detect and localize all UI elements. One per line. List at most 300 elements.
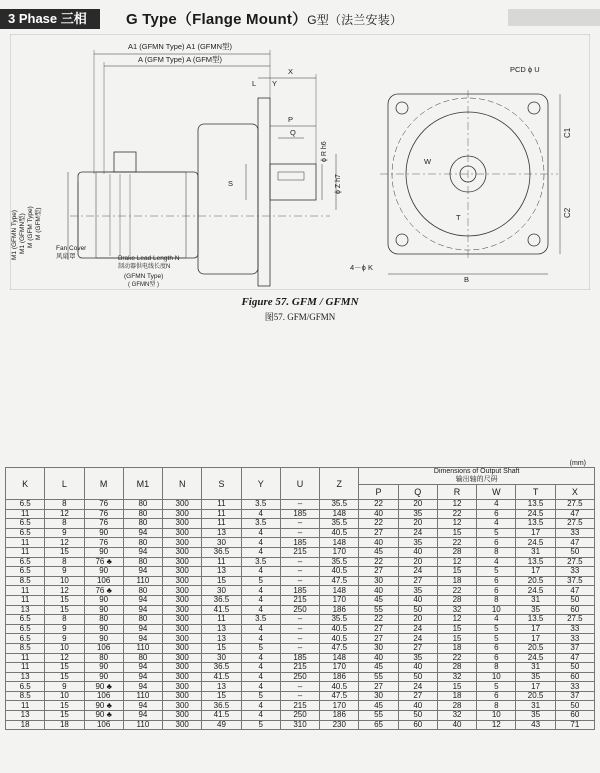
table-cell: 35.5: [320, 615, 359, 625]
title-main: G Type（Flange Mount）: [126, 11, 308, 28]
table-cell: 250: [280, 605, 319, 615]
table-cell: 28: [437, 701, 476, 711]
table-cell: 185: [280, 509, 319, 519]
dim-q-label: Q: [290, 128, 296, 137]
table-cell: 10: [45, 576, 84, 586]
table-cell: 35: [398, 509, 437, 519]
table-cell: 215: [280, 663, 319, 673]
col-m: M: [84, 468, 123, 500]
dim-p-label: P: [288, 115, 294, 124]
dim-s-label: S: [228, 179, 234, 188]
table-row: [6, 701, 595, 711]
table-cell: 35.5: [320, 500, 359, 510]
table-cell: 94: [123, 567, 162, 577]
col-u: U: [280, 468, 319, 500]
table-cell: 186: [320, 672, 359, 682]
table-cell: 24.5: [516, 509, 555, 519]
table-cell: 94: [123, 634, 162, 644]
table-cell: 15: [202, 576, 241, 586]
table-cell: 148: [320, 509, 359, 519]
table-cell: 11: [202, 500, 241, 510]
table-cell: 40.5: [320, 528, 359, 538]
table-cell: 10: [45, 643, 84, 653]
dim-c1-label: C1: [563, 127, 572, 138]
table-cell: 11: [202, 615, 241, 625]
col-t: T: [516, 485, 555, 500]
dim-m1cn-label: M1 (GFMN型): [19, 213, 26, 254]
table-cell: 11: [6, 586, 45, 596]
table-cell: 27: [359, 624, 398, 634]
dim-z-label: ϕ Z h7: [335, 174, 342, 194]
table-cell: 300: [163, 605, 202, 615]
table-cell: 170: [320, 701, 359, 711]
table-cell: 12: [45, 538, 84, 548]
table-cell: –: [280, 643, 319, 653]
table-cell: 110: [123, 576, 162, 586]
table-cell: 90: [84, 567, 123, 577]
table-cell: 8: [477, 595, 516, 605]
table-row: [6, 615, 595, 625]
table-row: [6, 682, 595, 692]
table-cell: 4: [241, 586, 280, 596]
table-cell: 80: [123, 519, 162, 529]
table-cell: 80: [123, 500, 162, 510]
table-cell: 50: [555, 701, 594, 711]
table-cell: 36.5: [202, 595, 241, 605]
table-cell: 300: [163, 595, 202, 605]
table-cell: 47: [555, 538, 594, 548]
brake-lead-cn-label: 制动器供电线长度N: [118, 264, 171, 270]
col-w: W: [477, 485, 516, 500]
table-row: [6, 500, 595, 510]
table-cell: 41.5: [202, 711, 241, 721]
pcd-label: PCD ϕ U: [510, 65, 540, 74]
table-cell: 94: [123, 701, 162, 711]
table-cell: 37.5: [555, 576, 594, 586]
table-cell: 3.5: [241, 557, 280, 567]
table-cell: 94: [123, 624, 162, 634]
table-cell: 90: [84, 634, 123, 644]
table-cell: 6.5: [6, 682, 45, 692]
bolt-hole-tl: [396, 102, 408, 114]
table-cell: 31: [516, 663, 555, 673]
table-cell: 4: [241, 663, 280, 673]
dim-m-label: M (GFM Type): [27, 206, 34, 248]
table-cell: 9: [45, 624, 84, 634]
table-cell: 76: [84, 538, 123, 548]
table-cell: –: [280, 528, 319, 538]
table-cell: 300: [163, 643, 202, 653]
table-cell: 6: [477, 538, 516, 548]
table-cell: 5: [477, 634, 516, 644]
table-cell: 9: [45, 634, 84, 644]
table-row: [6, 557, 595, 567]
table-cell: 90: [84, 528, 123, 538]
table-cell: 17: [516, 682, 555, 692]
gear-housing: [198, 124, 258, 274]
dim-mcn-label: M (GFM型): [35, 207, 42, 240]
table-cell: 76: [84, 500, 123, 510]
table-cell: 106: [84, 720, 123, 730]
table-cell: 4: [241, 567, 280, 577]
table-cell: 250: [280, 711, 319, 721]
table-cell: 300: [163, 720, 202, 730]
table-cell: 4: [241, 595, 280, 605]
table-cell: 60: [555, 672, 594, 682]
table-cell: 43: [516, 720, 555, 730]
table-cell: 15: [437, 682, 476, 692]
gfmn-type-cn-label: ( GFMN型 ): [128, 282, 159, 288]
table-cell: 18: [437, 691, 476, 701]
table-cell: 110: [123, 643, 162, 653]
table-cell: 40: [359, 653, 398, 663]
table-cell: 31: [516, 547, 555, 557]
table-cell: 13: [6, 605, 45, 615]
table-cell: –: [280, 691, 319, 701]
col-s: S: [202, 468, 241, 500]
table-cell: 45: [359, 663, 398, 673]
table-cell: 47.5: [320, 691, 359, 701]
table-cell: 33: [555, 528, 594, 538]
table-cell: 80: [123, 615, 162, 625]
table-cell: 24.5: [516, 586, 555, 596]
col-p: P: [359, 485, 398, 500]
table-cell: 32: [437, 605, 476, 615]
table-cell: 20: [398, 615, 437, 625]
table-cell: 11: [6, 509, 45, 519]
table-cell: 47: [555, 653, 594, 663]
table-cell: 90: [84, 663, 123, 673]
table-cell: 27: [359, 528, 398, 538]
table-cell: 6.5: [6, 519, 45, 529]
bolt-hole-tr: [528, 102, 540, 114]
table-cell: 215: [280, 701, 319, 711]
table-cell: 50: [398, 672, 437, 682]
table-cell: 80: [84, 653, 123, 663]
table-cell: –: [280, 567, 319, 577]
table-cell: 4: [241, 701, 280, 711]
table-cell: 6.5: [6, 557, 45, 567]
table-cell: 94: [123, 528, 162, 538]
table-cell: 11: [6, 663, 45, 673]
table-cell: 10: [477, 672, 516, 682]
table-cell: 33: [555, 624, 594, 634]
table-cell: 8: [477, 701, 516, 711]
table-cell: 215: [280, 547, 319, 557]
brake-lead-label: Brake Lead Length N: [118, 255, 180, 262]
table-cell: 50: [555, 547, 594, 557]
table-row: [6, 624, 595, 634]
table-cell: 27.5: [555, 557, 594, 567]
table-cell: 11: [6, 701, 45, 711]
table-cell: 106: [84, 576, 123, 586]
dim-y-label: Y: [272, 79, 278, 88]
table-cell: 76: [84, 519, 123, 529]
table-cell: 310: [280, 720, 319, 730]
table-cell: 8: [477, 663, 516, 673]
fan-cover-cn-label: 风扇罩: [56, 253, 76, 260]
table-cell: 30: [202, 586, 241, 596]
table-cell: 4: [241, 605, 280, 615]
table-cell: 55: [359, 711, 398, 721]
table-cell: 80: [123, 653, 162, 663]
table-cell: 30: [359, 576, 398, 586]
table-cell: 300: [163, 663, 202, 673]
table-cell: 4: [241, 653, 280, 663]
table-cell: 170: [320, 595, 359, 605]
table-cell: 4: [241, 682, 280, 692]
table-cell: 148: [320, 586, 359, 596]
table-cell: 94: [123, 663, 162, 673]
table-cell: 300: [163, 682, 202, 692]
table-cell: 13: [202, 682, 241, 692]
table-cell: 50: [398, 711, 437, 721]
table-cell: 60: [555, 711, 594, 721]
table-row: [6, 720, 595, 730]
table-cell: 33: [555, 634, 594, 644]
table-cell: 45: [359, 595, 398, 605]
table-cell: 4: [477, 557, 516, 567]
table-cell: 13.5: [516, 615, 555, 625]
table-cell: 13: [202, 634, 241, 644]
table-cell: 40: [398, 663, 437, 673]
table-cell: 12: [477, 720, 516, 730]
table-cell: 170: [320, 547, 359, 557]
table-cell: 40: [359, 538, 398, 548]
table-cell: 36.5: [202, 547, 241, 557]
table-cell: 22: [437, 586, 476, 596]
table-row: [6, 672, 595, 682]
table-cell: 94: [123, 605, 162, 615]
table-cell: 10: [45, 691, 84, 701]
table-cell: –: [280, 500, 319, 510]
table-cell: 27: [398, 643, 437, 653]
table-cell: 40: [359, 586, 398, 596]
table-cell: 94: [123, 595, 162, 605]
table-cell: 27.5: [555, 519, 594, 529]
unit-label: (mm): [569, 460, 586, 467]
table-cell: 27: [398, 576, 437, 586]
table-cell: 90: [84, 595, 123, 605]
table-cell: 27: [359, 682, 398, 692]
table-cell: 4: [241, 538, 280, 548]
table-cell: 24.5: [516, 653, 555, 663]
table-cell: 170: [320, 663, 359, 673]
table-cell: 300: [163, 557, 202, 567]
table-cell: 4: [477, 500, 516, 510]
table-cell: 18: [437, 576, 476, 586]
table-cell: 8.5: [6, 691, 45, 701]
table-cell: 80: [84, 615, 123, 625]
table-cell: 28: [437, 663, 476, 673]
col-r: R: [437, 485, 476, 500]
table-cell: 300: [163, 576, 202, 586]
table-cell: 27.5: [555, 615, 594, 625]
table-row: [6, 519, 595, 529]
table-cell: 13: [202, 624, 241, 634]
col-q: Q: [398, 485, 437, 500]
table-cell: 35.5: [320, 519, 359, 529]
table-cell: 80: [123, 557, 162, 567]
dim-l-label: L: [252, 79, 257, 88]
title-sub: G型（法兰安装）: [307, 13, 403, 27]
terminal-box: [114, 152, 136, 172]
table-row: [6, 586, 595, 596]
table-cell: –: [280, 634, 319, 644]
dim-k-label: 4－ϕ K: [350, 263, 373, 272]
table-cell: 15: [437, 624, 476, 634]
table-cell: 30: [202, 653, 241, 663]
table-cell: 35: [516, 605, 555, 615]
table-cell: 35: [516, 672, 555, 682]
table-cell: –: [280, 557, 319, 567]
table-cell: 13: [202, 528, 241, 538]
table-cell: 90: [84, 624, 123, 634]
table-cell: 15: [45, 605, 84, 615]
table-cell: 106: [84, 691, 123, 701]
table-cell: 18: [45, 720, 84, 730]
table-cell: 35: [398, 538, 437, 548]
table-cell: 13.5: [516, 557, 555, 567]
table-cell: 50: [555, 663, 594, 673]
table-cell: 185: [280, 653, 319, 663]
table-cell: 94: [123, 672, 162, 682]
table-cell: 80: [123, 586, 162, 596]
table-cell: 10: [477, 605, 516, 615]
table-cell: 17: [516, 634, 555, 644]
table-cell: 230: [320, 720, 359, 730]
table-cell: 215: [280, 595, 319, 605]
table-cell: 300: [163, 547, 202, 557]
table-cell: 18: [437, 643, 476, 653]
table-cell: 6: [477, 643, 516, 653]
table-cell: 40: [398, 547, 437, 557]
table-cell: 13.5: [516, 519, 555, 529]
table-cell: 4: [241, 509, 280, 519]
table-cell: 40: [398, 701, 437, 711]
table-cell: 148: [320, 538, 359, 548]
table-row: [6, 595, 595, 605]
table-cell: 40.5: [320, 624, 359, 634]
dim-a-label: A (GFM Type) A (GFM型): [138, 55, 223, 64]
table-cell: –: [280, 615, 319, 625]
corner-tab: [508, 9, 600, 26]
table-cell: 5: [477, 567, 516, 577]
page-title: [126, 8, 402, 29]
table-cell: 90 ♣: [84, 701, 123, 711]
table-cell: 6.5: [6, 615, 45, 625]
table-cell: –: [280, 682, 319, 692]
table-cell: 27: [359, 567, 398, 577]
table-cell: 15: [437, 567, 476, 577]
table-cell: 27: [359, 634, 398, 644]
table-cell: 31: [516, 701, 555, 711]
flange: [258, 98, 270, 286]
table-cell: 13: [6, 711, 45, 721]
dim-x-label: X: [288, 67, 294, 76]
table-row: [6, 643, 595, 653]
table-row: [6, 653, 595, 663]
table-cell: 12: [437, 500, 476, 510]
table-cell: 24: [398, 567, 437, 577]
table-cell: 80: [123, 538, 162, 548]
table-cell: 10: [477, 711, 516, 721]
table-cell: 300: [163, 624, 202, 634]
dim-m1-label: M1 (GFMN Type): [11, 209, 18, 260]
table-cell: 22: [359, 500, 398, 510]
figure-caption: Figure 57. GFM / GFMN: [241, 296, 359, 308]
table-row: [6, 528, 595, 538]
output-shaft-header-en: Dimensions of Output Shaft: [433, 468, 520, 475]
table-cell: 185: [280, 538, 319, 548]
table-cell: 47.5: [320, 643, 359, 653]
table-cell: 90: [84, 672, 123, 682]
table-cell: 76: [84, 509, 123, 519]
table-row: [6, 663, 595, 673]
table-cell: 30: [359, 643, 398, 653]
table-cell: 24: [398, 634, 437, 644]
table-cell: 40: [437, 720, 476, 730]
table-cell: 33: [555, 567, 594, 577]
drawing-border: [10, 34, 590, 290]
table-cell: 35: [398, 653, 437, 663]
table-cell: 148: [320, 653, 359, 663]
table-cell: 4: [241, 672, 280, 682]
table-cell: 22: [359, 519, 398, 529]
col-z: Z: [320, 468, 359, 500]
table-cell: 41.5: [202, 672, 241, 682]
table-cell: 12: [45, 586, 84, 596]
table-cell: 110: [123, 691, 162, 701]
table-row: [6, 711, 595, 721]
table-cell: 9: [45, 682, 84, 692]
table-cell: 76 ♣: [84, 557, 123, 567]
table-cell: 9: [45, 528, 84, 538]
table-cell: –: [280, 519, 319, 529]
table-cell: 6: [477, 691, 516, 701]
table-cell: 300: [163, 500, 202, 510]
table-cell: 24: [398, 528, 437, 538]
table-cell: 8: [45, 519, 84, 529]
table-cell: 5: [241, 720, 280, 730]
table-cell: 55: [359, 672, 398, 682]
table-cell: 300: [163, 634, 202, 644]
dim-r-label: ϕ R h6: [321, 141, 328, 162]
table-cell: 4: [477, 615, 516, 625]
table-cell: 20.5: [516, 643, 555, 653]
table-cell: 36.5: [202, 663, 241, 673]
table-cell: 5: [477, 528, 516, 538]
table-cell: 20.5: [516, 691, 555, 701]
table-cell: 20: [398, 519, 437, 529]
table-cell: 28: [437, 547, 476, 557]
col-y: Y: [241, 468, 280, 500]
table-cell: 300: [163, 519, 202, 529]
table-cell: 41.5: [202, 605, 241, 615]
table-cell: 11: [6, 547, 45, 557]
table-cell: 24.5: [516, 538, 555, 548]
table-cell: 5: [477, 682, 516, 692]
table-cell: 22: [437, 509, 476, 519]
table-cell: 20: [398, 557, 437, 567]
table-cell: 5: [241, 691, 280, 701]
table-cell: 300: [163, 538, 202, 548]
table-cell: 8: [477, 547, 516, 557]
table-cell: 24: [398, 624, 437, 634]
table-cell: 22: [437, 538, 476, 548]
table-cell: 71: [555, 720, 594, 730]
table-cell: 8: [45, 615, 84, 625]
